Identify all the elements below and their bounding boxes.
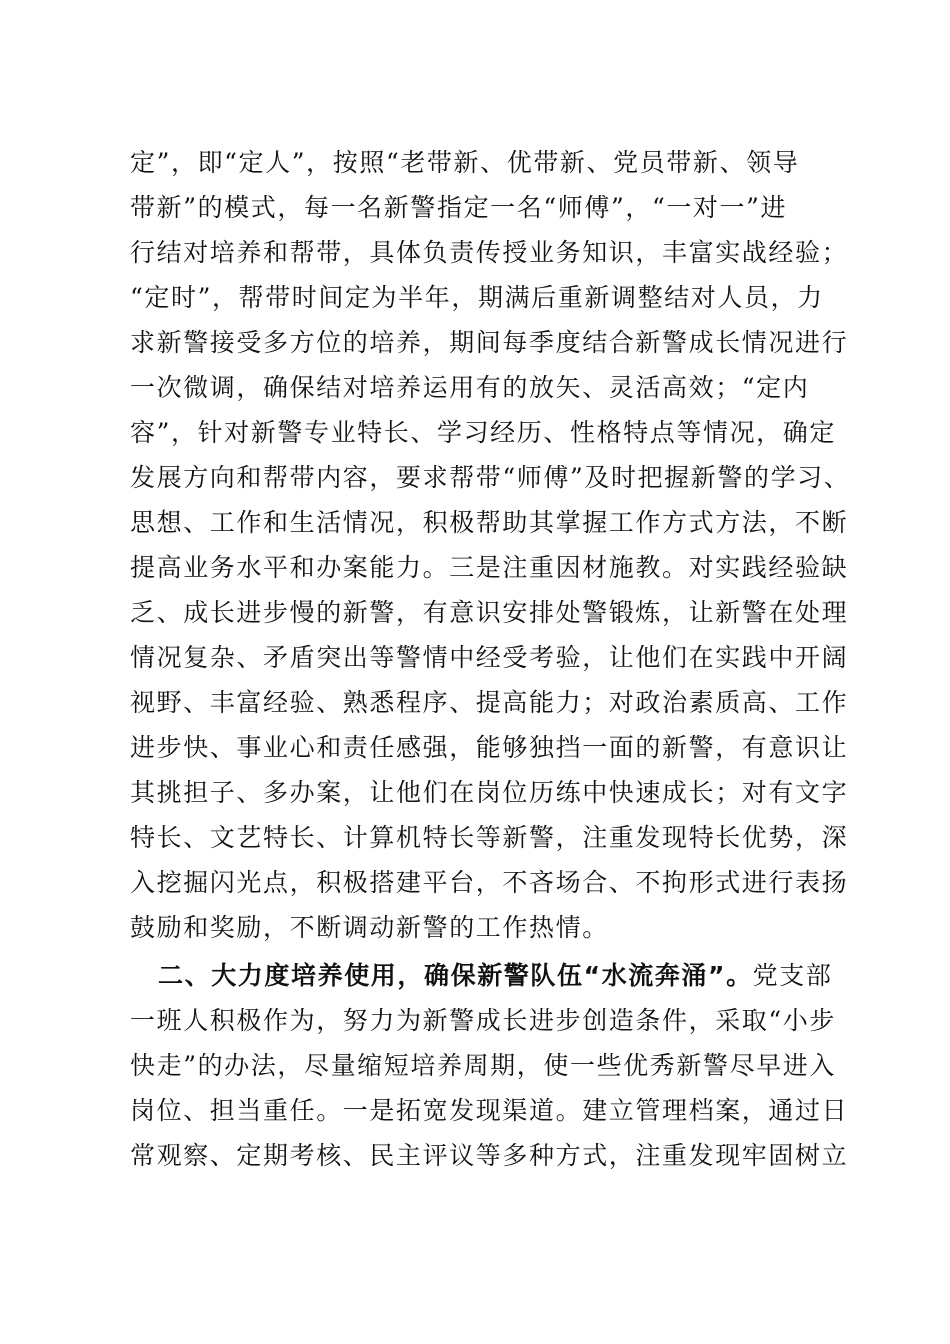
text-line: 岗位、担当重任。一是拓宽发现渠道。建立管理档案，通过日 — [130, 1096, 849, 1125]
text-line: “定时”，帮带时间定为半年，期满后重新调整结对人员，力 — [130, 283, 824, 312]
text-line: 行结对培养和帮带，具体负责传授业务知识，丰富实战经验； — [130, 238, 849, 267]
text-line: 其挑担子、多办案，让他们在岗位历练中快速成长；对有文字 — [130, 778, 849, 807]
section-heading: 二、大力度培养使用，确保新警队伍“水流奔涌”。 — [158, 961, 753, 990]
text-line: 特长、文艺特长、计算机特长等新警，注重发现特长优势，深 — [130, 823, 849, 852]
text-line: 常观察、定期考核、民主评议等多种方式，注重发现牢固树立 — [130, 1141, 849, 1170]
text-line: 求新警接受多方位的培养，期间每季度结合新警成长情况进行 — [130, 328, 849, 357]
text-line: 乏、成长进步慢的新警，有意识安排处警锻炼，让新警在处理 — [130, 598, 849, 627]
text-line: 思想、工作和生活情况，积极帮助其掌握工作方式方法，不断 — [130, 508, 849, 537]
text-line: 带新”的模式，每一名新警指定一名“师傅”，“一对一”进 — [130, 193, 788, 222]
text-line: 鼓励和奖励，不断调动新警的工作热情。 — [130, 913, 609, 942]
text-line: 提高业务水平和办案能力。三是注重因材施教。对实践经验缺 — [130, 553, 849, 582]
text-line: 进步快、事业心和责任感强，能够独挡一面的新警，有意识让 — [130, 733, 849, 762]
text-line: 定”，即“定人”，按照“老带新、优带新、党员带新、领导 — [130, 148, 800, 177]
paragraph-2 — [130, 953, 850, 1178]
paragraph-1 — [130, 140, 850, 950]
text-line: 一次微调，确保结对培养运用有的放矢、灵活高效；“定内 — [130, 373, 810, 402]
text-line: 视野、丰富经验、熟悉程序、提高能力；对政治素质高、工作 — [130, 688, 849, 717]
heading-line — [130, 953, 850, 998]
text-line: 容”，针对新警专业特长、学习经历、性格特点等情况，确定 — [130, 418, 836, 447]
body-text — [130, 140, 850, 1178]
text-line: 发展方向和帮带内容，要求帮带“师傅”及时把握新警的学习、 — [130, 463, 851, 492]
text-line: 入挖掘闪光点，积极搭建平台，不吝场合、不拘形式进行表扬 — [130, 868, 849, 897]
text-line: 情况复杂、矛盾突出等警情中经受考验，让他们在实践中开阔 — [130, 643, 849, 672]
heading-line-rest: 党支部 — [752, 961, 833, 990]
text-line: 快走”的办法，尽量缩短培养周期，使一些优秀新警尽早进入 — [130, 1051, 836, 1080]
text-line: 一班人积极作为，努力为新警成长进步创造条件，采取“小步 — [130, 1006, 836, 1035]
